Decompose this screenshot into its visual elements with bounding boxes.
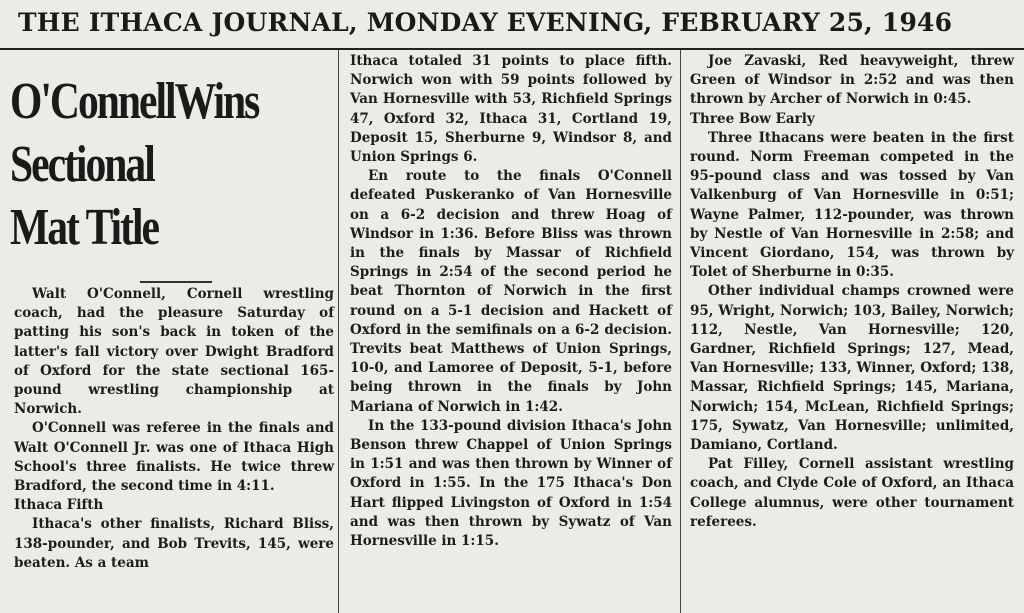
paragraph: Ithaca's other finalists, Richard Bliss, 138-pounder, and Bob Trevits, 145, were beaten. As a team bbox=[14, 516, 334, 571]
paragraph: Joe Zavaski, Red heavyweight, threw Green of Windsor in 2:52 and was then thrown by Archer of Norwich in 0:45. bbox=[690, 53, 1014, 108]
subheading: Ithaca Fifth bbox=[14, 497, 104, 514]
column-rule-1 bbox=[338, 50, 339, 613]
column-1 bbox=[14, 285, 334, 573]
paragraph: Pat Filley, Cornell assistant wrestling coach, and Clyde Cole of Oxford, an Ithaca College alumnus, were other tournament referees. bbox=[690, 456, 1014, 530]
article-headline bbox=[10, 70, 335, 259]
masthead-title: THE ITHACA JOURNAL, MONDAY EVENING, FEBRUARY 25, 1946 bbox=[18, 8, 953, 37]
masthead bbox=[0, 0, 1024, 50]
headline-divider bbox=[140, 281, 212, 283]
headline-line-3: Mat Title bbox=[10, 199, 158, 256]
paragraph: Three Ithacans were beaten in the first round. Norm Freeman competed in the 95-pound class and was tossed by Van Valkenburg of Van Hornesville in 0:51; Wayne Palmer, 112-pounder, was thrown by Nestle of Van Hornesville in 2:58; and Vincent Giordano, 154, was thrown by Tolet of Sherburne in 0:35. bbox=[690, 129, 1014, 281]
paragraph: En route to the finals O'Connell defeated Puskeranko of Van Hornesville on a 6-2 decision and threw Hoag of Windsor in 1:36. Before Bliss was thrown in the finals by Massar of Richfield Springs in 2:54 of the second period he beat Thornton of Norwich in the first round on a 5-1 decision and Hackett of Oxford in the semifinals on a 6-2 decision. Trevits beat Matthews of Union Springs, 10-0, and Lamoree of Deposit, 5-1, before being thrown in the finals by John Mariana of Norwich in 1:42. bbox=[350, 168, 672, 415]
paragraph: In the 133-pound division Ithaca's John Benson threw Chappel of Union Springs in 1:51 and was then thrown by Winner of Oxford in 1:55. In the 175 Ithaca's Don Hart flipped Livingston of Oxford in 1:54 and was then thrown by Sywatz of Van Hornesville in 1:15. bbox=[350, 417, 672, 550]
paragraph: Ithaca totaled 31 points to place fifth. Norwich won with 59 points followed by Van Hornesville with 53, Richfield Springs 47, Oxford 32, Ithaca 31, Cortland 19, Deposit 15, Sherburne 9, Windsor 8, and Union Springs 6. bbox=[350, 53, 672, 166]
paragraph: Other individual champs crowned were 95, Wright, Norwich; 103, Bailey, Norwich; 112, Nestle, Van Hornesville; 120, Gardner, Richfield Springs; 127, Mead, Van Hornesville; 133, Winner, Oxford; 138, Massar, Richfield Springs; 145, Mariana, Norwich; 154, McLean, Richfield Springs; 175, Sywatz, Van Hornesville; unlimited, Damiano, Cortland. bbox=[690, 283, 1014, 454]
paragraph: O'Connell was referee in the finals and Walt O'Connell Jr. was one of Ithaca High School's three finalists. He twice threw Bradford, the second time in 4:11. bbox=[14, 420, 334, 495]
column-3 bbox=[690, 52, 1014, 532]
paragraph: Walt O'Connell, Cornell wrestling coach, had the pleasure Saturday of patting his son's back in token of the latter's fall victory over Dwight Bradford of Oxford for the state sectional 165-pound wrestling championship at Norwich. bbox=[14, 286, 334, 418]
column-rule-2 bbox=[680, 50, 681, 613]
headline-line-1: O'ConnellWins bbox=[10, 73, 259, 130]
column-2 bbox=[350, 52, 672, 551]
headline-line-2: Sectional bbox=[10, 136, 154, 193]
subheading: Three Bow Early bbox=[690, 110, 815, 127]
